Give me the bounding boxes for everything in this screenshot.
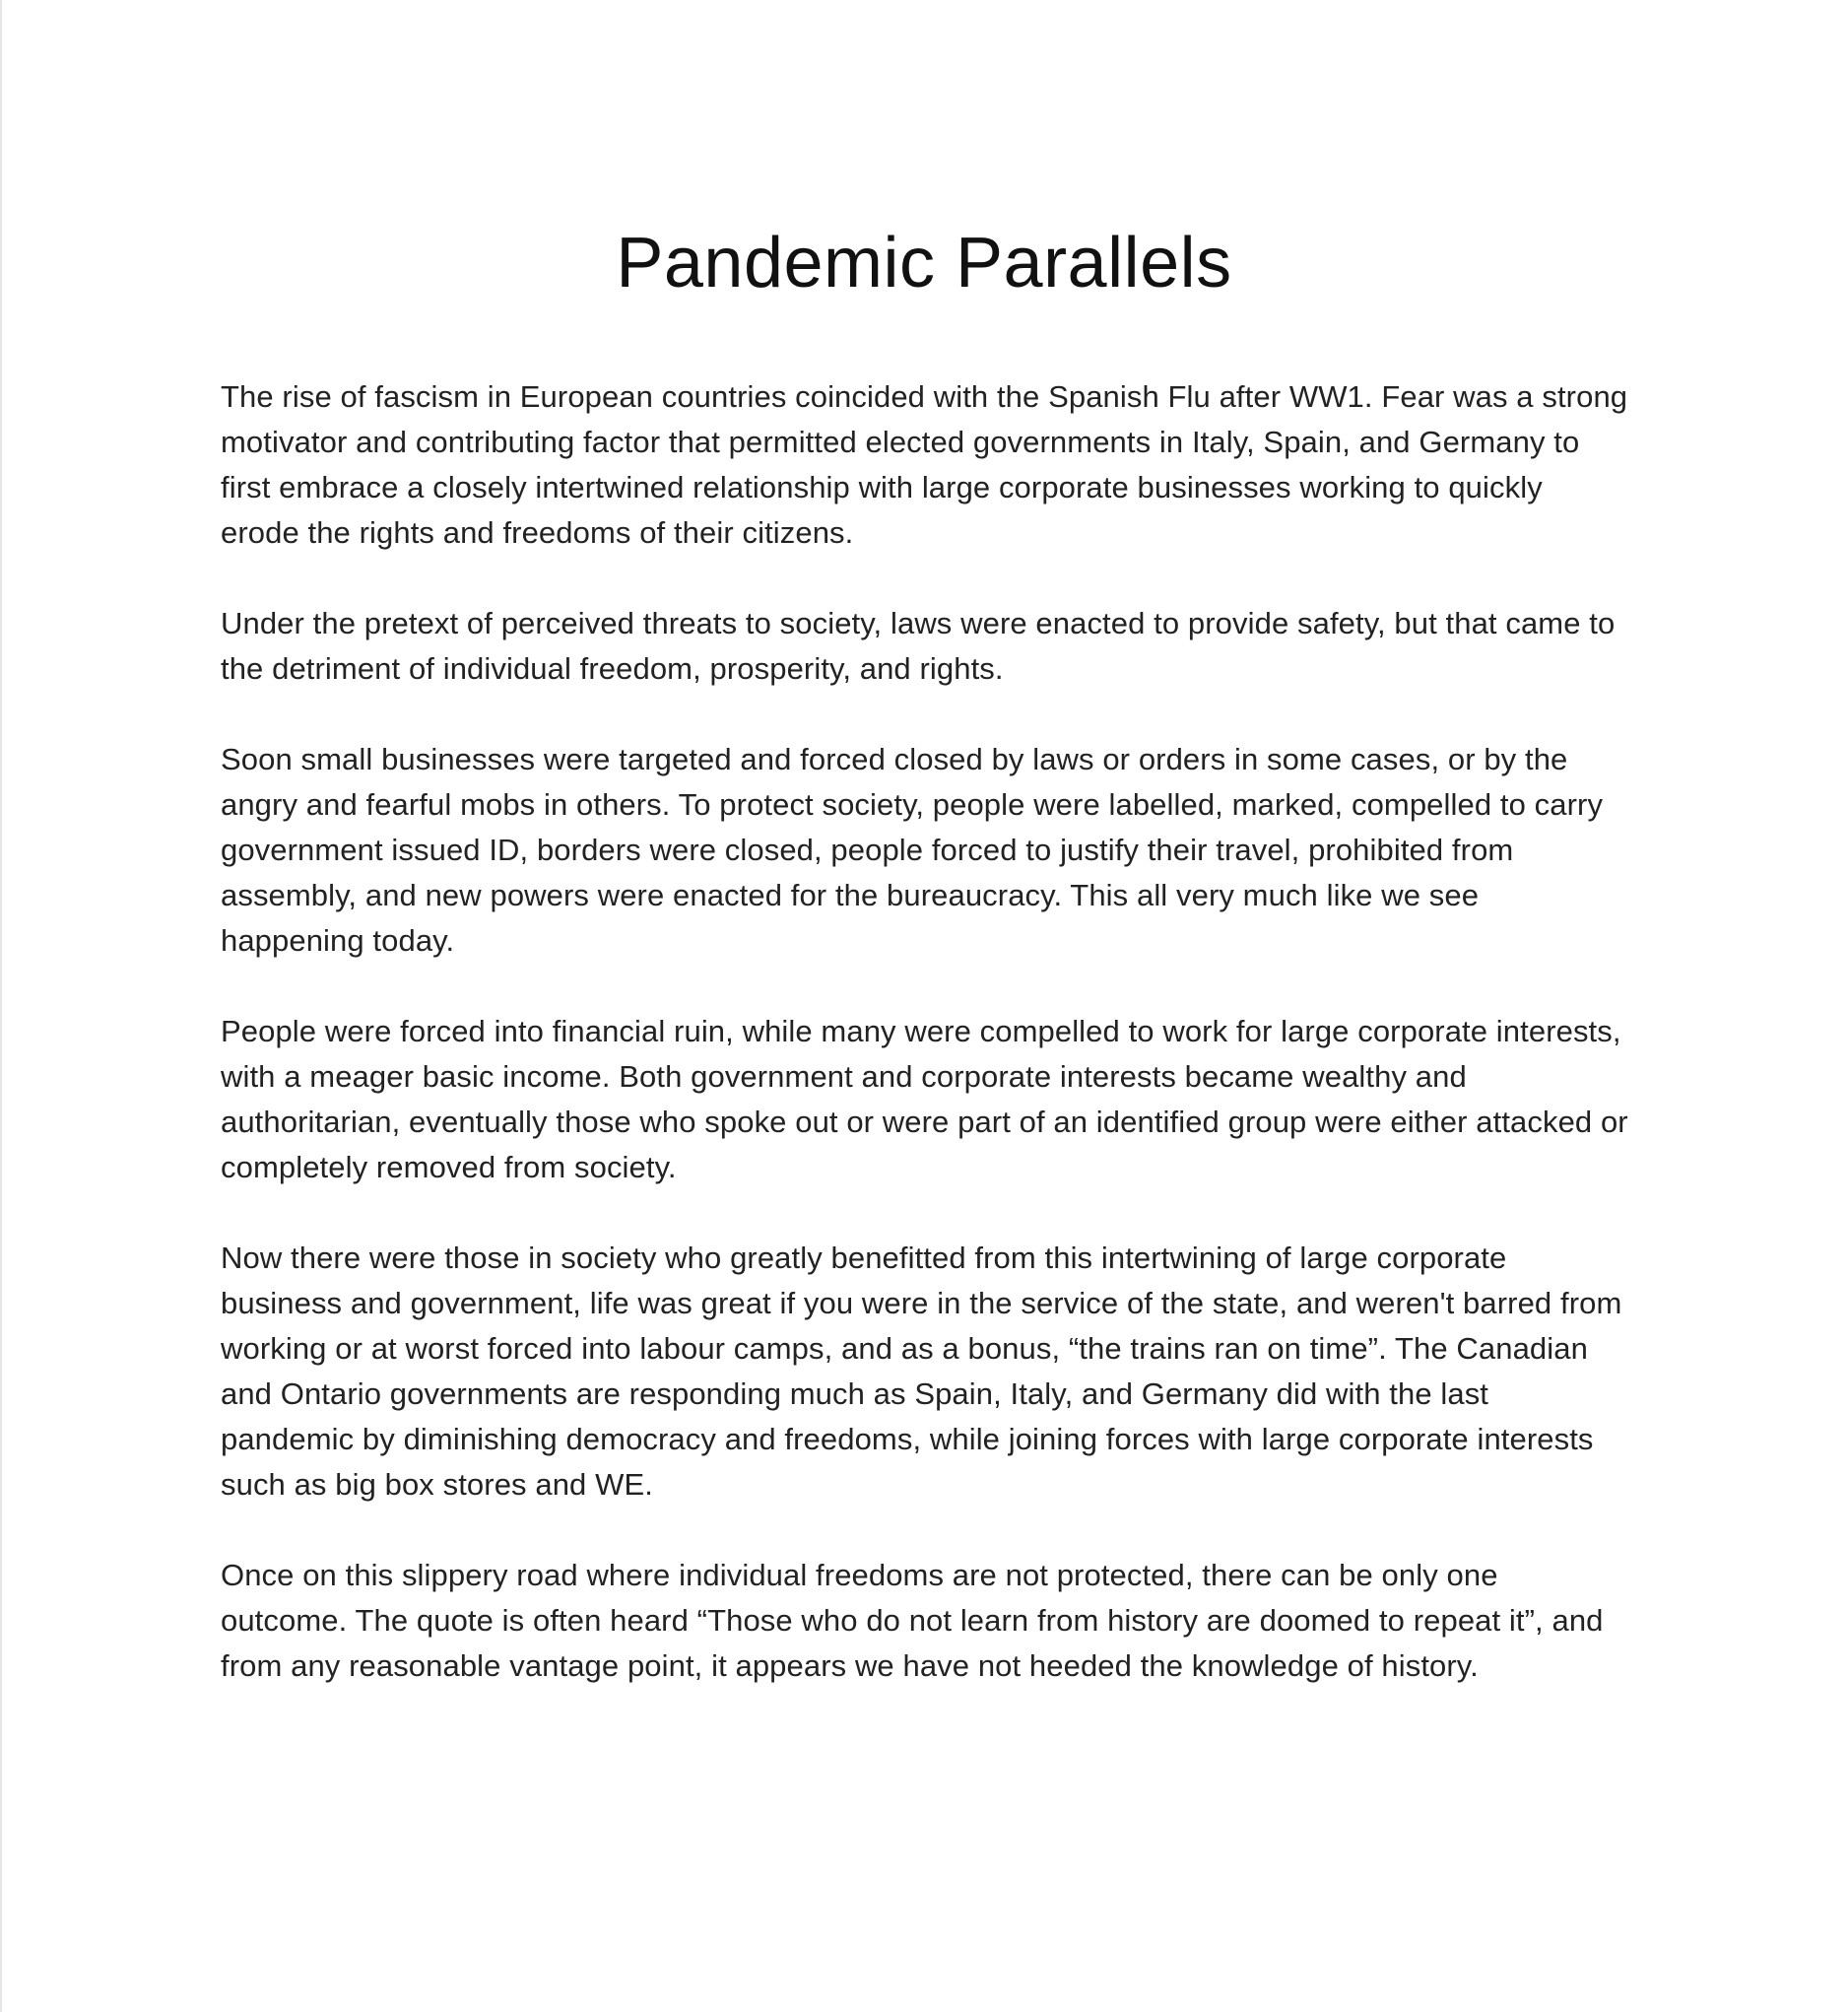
document-title: Pandemic Parallels xyxy=(616,224,1232,302)
paragraph-2: Under the pretext of perceived threats to society, laws were enacted to provide safety, but that came to the detriment of individual freedom, prosperity, and rights. xyxy=(221,606,1616,686)
paragraph-1: The rise of fascism in European countries coincided with the Spanish Flu after WW1. Fear was a strong motivator and contributing factor that permitted elected governments in Italy, Spain, and Germany to first embrace a closely intertwined relationship with large corporate businesses working to quickly erode the rights and freedoms of their citizens. xyxy=(221,379,1628,550)
document-body xyxy=(221,374,1629,1734)
paragraph-4: People were forced into financial ruin, while many were compelled to work for large corporate interests, with a meager basic income. Both government and corporate interests became wealthy and authoritarian, eventually those who spoke out or were part of an identified group were either attacked or completely removed from society. xyxy=(221,1014,1628,1184)
paragraph-3: Soon small businesses were targeted and forced closed by laws or orders in some cases, or by the angry and fearful mobs in others. To protect society, people were labelled, marked, compelled to carry government issued ID, borders were closed, people forced to justify their travel, prohibited from assembly, and new powers were enacted for the bureaucracy. This all very much like we see happening today. xyxy=(221,742,1604,958)
paragraph-5: Now there were those in society who greatly benefitted from this intertwining of large corporate business and government, life was great if you were in the service of the state, and weren't barred from working or at worst forced into labour camps, and as a bonus, “the trains ran on time”. The Canadian and Ontario governments are responding much as Spain, Italy, and Germany did with the last pandemic by diminishing democracy and freedoms, while joining forces with large corporate interests such as big box stores and WE. xyxy=(221,1241,1622,1502)
paragraph-6: Once on this slippery road where individual freedoms are not protected, there can be only one outcome. The quote is often heard “Those who do not learn from history are doomed to repeat it”, and from any reasonable vantage point, it appears we have not heeded the knowledge of history. xyxy=(221,1558,1604,1683)
